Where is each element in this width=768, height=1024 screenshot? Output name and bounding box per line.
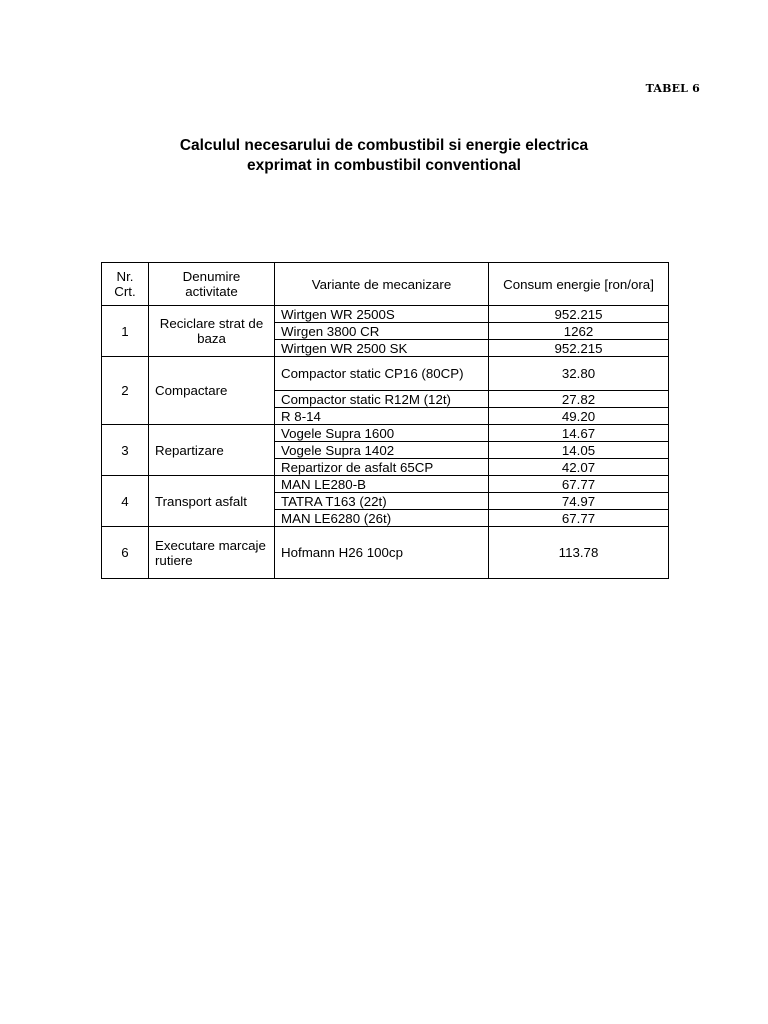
table-row bbox=[102, 357, 669, 391]
variant-cell: MAN LE280-B bbox=[275, 476, 489, 493]
consumption-cell: 952.215 bbox=[489, 340, 669, 357]
variant-cell: Compactor static CP16 (80CP) bbox=[275, 357, 489, 391]
consumption-cell: 27.82 bbox=[489, 391, 669, 408]
header-nr: Nr. Crt. bbox=[102, 263, 149, 306]
table-header-row bbox=[102, 263, 669, 306]
fuel-consumption-table bbox=[101, 262, 669, 579]
group-activity: Repartizare bbox=[149, 425, 275, 476]
variant-cell: MAN LE6280 (26t) bbox=[275, 510, 489, 527]
consumption-cell: 113.78 bbox=[489, 527, 669, 579]
consumption-cell: 14.05 bbox=[489, 442, 669, 459]
group-nr: 3 bbox=[102, 425, 149, 476]
table-row bbox=[102, 527, 669, 579]
group-nr: 6 bbox=[102, 527, 149, 579]
variant-cell: R 8-14 bbox=[275, 408, 489, 425]
header-activitate: Denumire activitate bbox=[149, 263, 275, 306]
consumption-cell: 67.77 bbox=[489, 476, 669, 493]
variant-cell: Hofmann H26 100cp bbox=[275, 527, 489, 579]
variant-cell: Compactor static R12M (12t) bbox=[275, 391, 489, 408]
variant-cell: Vogele Supra 1600 bbox=[275, 425, 489, 442]
consumption-cell: 74.97 bbox=[489, 493, 669, 510]
page-title bbox=[0, 136, 768, 176]
variant-cell: TATRA T163 (22t) bbox=[275, 493, 489, 510]
group-activity: Reciclare strat de baza bbox=[149, 306, 275, 357]
consumption-cell: 67.77 bbox=[489, 510, 669, 527]
group-activity: Transport asfalt bbox=[149, 476, 275, 527]
table-row bbox=[102, 306, 669, 323]
consumption-cell: 952.215 bbox=[489, 306, 669, 323]
title-line-1: Calculul necesarului de combustibil si energie electrica bbox=[179, 137, 589, 154]
table-row bbox=[102, 425, 669, 442]
variant-cell: Wirtgen WR 2500S bbox=[275, 306, 489, 323]
group-nr: 4 bbox=[102, 476, 149, 527]
consumption-cell: 32.80 bbox=[489, 357, 669, 391]
table-row bbox=[102, 476, 669, 493]
variant-cell: Wirtgen WR 2500 SK bbox=[275, 340, 489, 357]
header-consum: Consum energie [ron/ora] bbox=[489, 263, 669, 306]
table-number-label: TABEL 6 bbox=[645, 82, 700, 95]
variant-cell: Vogele Supra 1402 bbox=[275, 442, 489, 459]
consumption-cell: 1262 bbox=[489, 323, 669, 340]
group-activity: Compactare bbox=[149, 357, 275, 425]
consumption-cell: 14.67 bbox=[489, 425, 669, 442]
header-variante: Variante de mecanizare bbox=[275, 263, 489, 306]
group-nr: 2 bbox=[102, 357, 149, 425]
group-nr: 1 bbox=[102, 306, 149, 357]
consumption-cell: 42.07 bbox=[489, 459, 669, 476]
variant-cell: Wirgen 3800 CR bbox=[275, 323, 489, 340]
group-activity: Executare marcaje rutiere bbox=[149, 527, 275, 579]
consumption-cell: 49.20 bbox=[489, 408, 669, 425]
title-line-2: exprimat in combustibil conventional bbox=[247, 157, 521, 174]
variant-cell: Repartizor de asfalt 65CP bbox=[275, 459, 489, 476]
